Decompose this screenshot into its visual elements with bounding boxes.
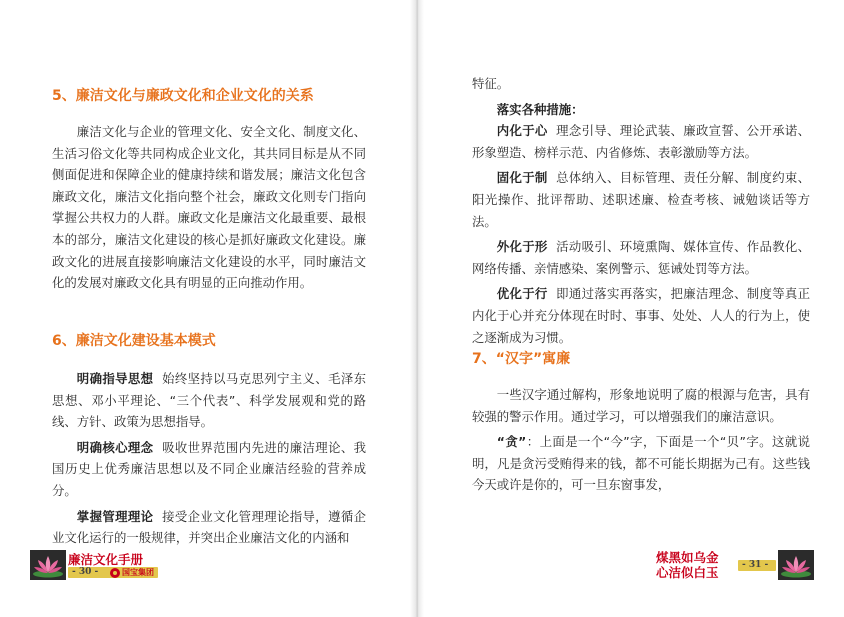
section7-paragraph: 一些汉字通过解构，形象地说明了腐的根源与危害，具有较强的警示作用。通过学习，可以增强我们的廉洁意识。 (472, 387, 810, 424)
item-text: 始终坚持以马克思列宁主义、毛泽东思想、邓小平理论、“三个代表”、科学发展观和党的路线、方针、政策为思想指导。 (52, 371, 366, 430)
logo-icon (110, 568, 120, 578)
item-term: 明确指导思想 (76, 371, 154, 386)
measure-text: 活动吸引、环境熏陶、媒体宣传、作品教化、网络传播、亲情感染、案例警示、惩诫处罚等方法。 (472, 239, 811, 276)
section6-heading: 6、廉洁文化建设基本模式 (52, 333, 216, 349)
footer-title: 廉洁文化手册 (68, 552, 144, 567)
measure-term: 优化于行 (496, 286, 548, 302)
measure-item (472, 120, 810, 163)
slogan-line: 心洁似白玉 (656, 565, 719, 580)
item-term: 明确核心理念 (76, 439, 154, 455)
measures-label: 落实各种措施： (496, 101, 584, 117)
section5-paragraph: 廉洁文化与企业的管理文化、安全文化、制度文化、生活习俗文化等共同构成企业文化，其共同目标是从不同侧面促进和保障企业的健康持续和谐发展；廉洁文化包含廉政文化，廉洁文化指向整个社会，廉政文化则专门指向掌握公共权力的人群。廉政文化是廉洁文化最重要、最根本的部分，廉洁文化建设的核心是抓好廉政文化建设。廉政文化的进展直接影响廉洁文化建设的水平，同时廉洁文化的发展对廉政文化具有明显的正向推动作用。 (52, 124, 366, 291)
measure-term: 固化于制 (496, 170, 548, 186)
page-number: - 31 - (742, 560, 769, 570)
item-text: 吸收世界范围内先进的廉洁理论、我国历史上优秀廉洁思想以及不同企业廉洁经验的营养成分。 (52, 439, 366, 498)
left-page (0, 0, 416, 617)
section5-body (52, 121, 366, 294)
lotus-icon (30, 550, 66, 580)
right-footer (656, 550, 826, 580)
measure-item (472, 236, 810, 279)
section7-heading: 7、“汉字”寓廉 (472, 351, 571, 367)
section6-item (52, 437, 366, 502)
item-text: 接受企业文化管理理论指导，遵循企业文化运行的一般规律，并突出企业廉洁文化的内涵和 (52, 508, 366, 546)
measure-item (472, 283, 810, 348)
page-number: - 30 - (72, 567, 99, 577)
continuation-text: 特征。 (472, 76, 510, 91)
tan-paragraph (472, 431, 810, 496)
item-term: 掌握管理理论 (76, 508, 154, 524)
section7-body (472, 384, 810, 496)
measure-item (472, 167, 810, 232)
logo-text: 国宝集团 (122, 568, 154, 577)
company-logo (110, 567, 154, 578)
right-body (472, 73, 810, 348)
footer-slogan (656, 550, 719, 580)
measure-term: 内化于心 (496, 123, 548, 139)
right-page (416, 0, 844, 617)
lotus-icon (778, 550, 814, 580)
section6-body (52, 368, 366, 549)
tan-text: ：上面是一个“今”字，下面是一个“贝”字。这就说明，凡是贪污受贿得来的钱，都不可能长期据为己有。这些钱今天或许是你的，可一旦东窗事发， (472, 434, 810, 493)
measure-text: 理念引导、理论武装、廉政宣誓、公开承诺、形象塑造、榜样示范、内省修炼、表彰激励等方法。 (472, 123, 811, 160)
slogan-line: 煤黑如乌金 (656, 550, 719, 565)
section6-item (52, 506, 366, 549)
measure-text: 总体纳入、目标管理、责任分解、制度约束、阳光操作、批评帮助、述职述廉、检查考核、诫勉谈话等方法。 (472, 170, 811, 229)
tan-term: “贪” (496, 434, 527, 450)
measure-term: 外化于形 (496, 239, 548, 255)
section5-heading: 5、廉洁文化与廉政文化和企业文化的关系 (52, 88, 314, 104)
measure-text: 即通过落实再落实，把廉洁理念、制度等真正内化于心并充分体现在时时、事事、处处、人人的行为上，使之逐渐成为习惯。 (472, 286, 811, 345)
left-footer (30, 550, 170, 580)
section6-item (52, 368, 366, 433)
